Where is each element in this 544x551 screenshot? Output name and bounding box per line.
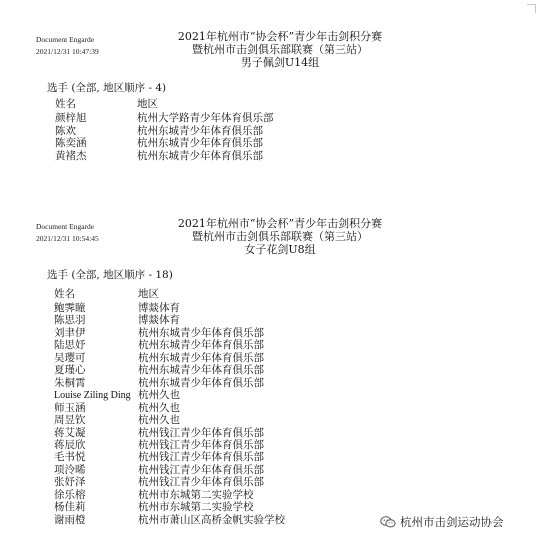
participant-region: 杭州市东城第二实验学校 (138, 488, 254, 501)
participant-region: 杭州大学路青少年体育俱乐部 (137, 112, 274, 124)
report-titles (120, 30, 440, 69)
column-name: 姓名 (55, 98, 76, 110)
watermark (380, 514, 504, 530)
participant-region: 杭州久也 (138, 389, 180, 402)
participant-name: 蒋辰欣 (54, 438, 86, 451)
participant-region: 杭州东城青少年体育俱乐部 (138, 339, 264, 352)
participant-region: 博燚体育 (138, 314, 180, 327)
participant-name: 鲍霁瞳 (54, 302, 86, 314)
participant-name: 毛书悦 (54, 451, 86, 464)
participant-region: 杭州东城青少年体育俱乐部 (137, 149, 263, 162)
event-title: 2021年杭州市“协会杯”青少年击剑积分赛 (177, 217, 383, 230)
wechat-icon (380, 516, 396, 528)
event-group: 男子佩剑U14组 (240, 56, 320, 69)
filter-caption: 选手 (全部, 地区顺序 - 4) (47, 82, 167, 94)
participant-name: 夏瑾心 (54, 364, 86, 377)
page-corner-mark (527, 4, 536, 13)
participant-name: 颜梓旭 (55, 112, 87, 124)
participant-name: 谢雨橙 (54, 513, 86, 526)
participant-name: 陆思妤 (54, 339, 86, 352)
column-region: 地区 (138, 288, 159, 300)
column-region: 地区 (137, 98, 158, 110)
report-timestamp: 2021/12/31 10:54:45 (36, 234, 99, 243)
participant-name: 徐乐榕 (54, 488, 86, 501)
participant-region: 博燚体育 (138, 302, 180, 314)
participant-region: 杭州东城青少年体育俱乐部 (138, 326, 264, 339)
report-meta (36, 35, 99, 56)
participant-region: 杭州市萧山区高桥金帆实验学校 (138, 513, 285, 526)
participant-name: 吴璎可 (54, 351, 86, 364)
participant-region: 杭州久也 (138, 401, 180, 414)
participant-region: 杭州东城青少年体育俱乐部 (137, 137, 263, 149)
participant-region: 杭州市东城第二实验学校 (138, 501, 254, 514)
participant-region: 杭州东城青少年体育俱乐部 (138, 351, 264, 364)
event-subtitle: 暨杭州市击剑俱乐部联赛（第三站） (192, 43, 368, 56)
participant-name: 陈奕涵 (55, 137, 87, 149)
participant-name: 陈思羽 (54, 314, 86, 327)
participant-name: 刘聿伊 (54, 326, 86, 339)
column-name: 姓名 (54, 288, 75, 300)
event-subtitle: 暨杭州市击剑俱乐部联赛（第三站） (192, 230, 368, 243)
participant-region: 杭州东城青少年体育俱乐部 (138, 376, 264, 389)
participant-region: 杭州东城青少年体育俱乐部 (138, 364, 264, 377)
watermark-text: 杭州市击剑运动协会 (400, 515, 504, 529)
participant-name: 蒋艾凝 (54, 426, 86, 439)
participant-region: 杭州钱江青少年体育俱乐部 (138, 426, 264, 439)
event-title: 2021年杭州市“协会杯”青少年击剑积分赛 (177, 30, 383, 43)
report-titles (120, 217, 440, 256)
participant-region: 杭州久也 (138, 414, 180, 427)
app-name: Document Engarde (36, 35, 95, 44)
participant-name: 周昱钦 (54, 414, 86, 427)
report-timestamp: 2021/12/31 10:47:39 (36, 47, 99, 56)
participant-name: 黄褚杰 (55, 149, 87, 162)
participant-region: 杭州钱江青少年体育俱乐部 (138, 463, 264, 476)
participant-name: 朱桐霄 (54, 376, 86, 389)
participant-name: Louise Ziling Ding (54, 390, 131, 402)
participant-name: 项泠晞 (54, 463, 86, 476)
filter-caption: 选手 (全部, 地区顺序 - 18) (47, 269, 173, 281)
participant-region: 杭州钱江青少年体育俱乐部 (138, 438, 264, 451)
participant-region: 杭州钱江青少年体育俱乐部 (138, 451, 264, 464)
participant-name: 张妤泽 (54, 476, 86, 489)
participant-name: 杨佳莉 (54, 501, 86, 514)
event-group: 女子花剑U8组 (244, 243, 316, 256)
participant-name: 师玉涵 (54, 401, 86, 414)
app-name: Document Engarde (36, 222, 95, 231)
participant-region: 杭州东城青少年体育俱乐部 (137, 124, 263, 137)
participant-name: 陈欢 (55, 124, 76, 137)
report-meta (36, 222, 99, 243)
participant-region: 杭州钱江青少年体育俱乐部 (138, 476, 264, 489)
